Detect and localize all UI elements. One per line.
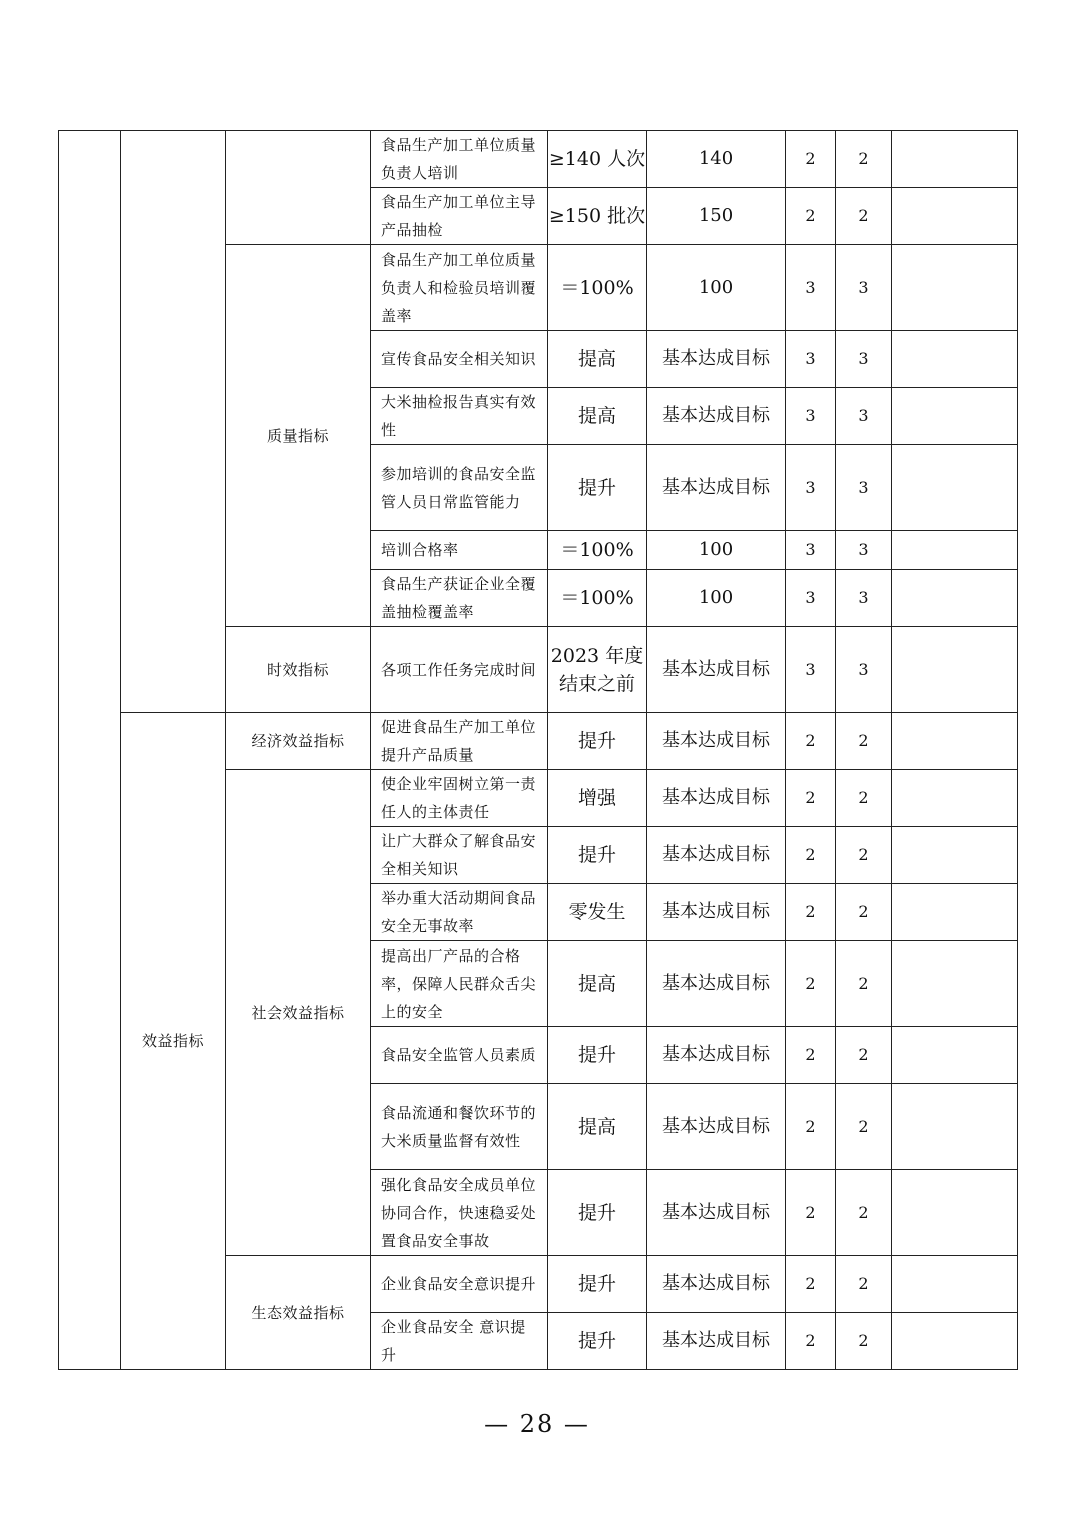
- subcategory-economic: 经济效益指标: [226, 713, 371, 770]
- indicator-weight: 3: [786, 627, 836, 713]
- indicator-actual: 基本达成目标: [647, 713, 786, 770]
- indicator-score: 2: [836, 713, 892, 770]
- indicator-score: 3: [836, 445, 892, 531]
- indicator-weight: 2: [786, 1084, 836, 1170]
- subcategory-quality: 质量指标: [226, 245, 371, 627]
- indicator-note: [892, 188, 1018, 245]
- subcategory-ecological: 生态效益指标: [226, 1256, 371, 1370]
- indicator-note: [892, 770, 1018, 827]
- indicator-weight: 2: [786, 941, 836, 1027]
- indicator-weight: 2: [786, 188, 836, 245]
- indicator-target: ≥140 人次: [548, 131, 647, 188]
- indicator-score: 3: [836, 331, 892, 388]
- indicator-note: [892, 941, 1018, 1027]
- category-effect: 效益指标: [121, 713, 226, 1370]
- indicator-score: 2: [836, 1170, 892, 1256]
- subcategory-social: 社会效益指标: [226, 770, 371, 1256]
- indicator-name: 食品生产加工单位质量负责人培训: [371, 131, 548, 188]
- indicator-score: 3: [836, 627, 892, 713]
- indicator-target: 2023 年度结束之前: [548, 627, 647, 713]
- indicator-target: 提升: [548, 445, 647, 531]
- indicator-actual: 基本达成目标: [647, 1170, 786, 1256]
- indicator-score: 2: [836, 884, 892, 941]
- indicator-note: [892, 131, 1018, 188]
- indicator-name: 食品流通和餐饮环节的大米质量监督有效性: [371, 1084, 548, 1170]
- indicator-score: 2: [836, 1256, 892, 1313]
- page-number: — 28 —: [484, 1410, 590, 1438]
- indicator-target: 增强: [548, 770, 647, 827]
- indicator-note: [892, 570, 1018, 627]
- indicator-note: [892, 827, 1018, 884]
- indicator-name: 促进食品生产加工单位提升产品质量: [371, 713, 548, 770]
- level1-cell: [59, 131, 121, 1370]
- indicator-actual: 基本达成目标: [647, 388, 786, 445]
- indicator-weight: 3: [786, 531, 836, 570]
- indicator-target: 提升: [548, 1170, 647, 1256]
- indicator-weight: 2: [786, 131, 836, 188]
- indicator-target: 提高: [548, 941, 647, 1027]
- indicator-actual: 150: [647, 188, 786, 245]
- indicator-score: 2: [836, 1027, 892, 1084]
- indicator-actual: 100: [647, 245, 786, 331]
- indicator-score: 2: [836, 131, 892, 188]
- level2-cell: [121, 131, 226, 713]
- indicator-name: 企业食品安全意识提升: [371, 1256, 548, 1313]
- indicator-actual: 基本达成目标: [647, 1256, 786, 1313]
- level3-cell: [226, 131, 371, 245]
- indicator-note: [892, 331, 1018, 388]
- indicator-note: [892, 1170, 1018, 1256]
- indicator-target: 提高: [548, 388, 647, 445]
- indicator-score: 2: [836, 827, 892, 884]
- indicator-weight: 3: [786, 245, 836, 331]
- indicator-name: 食品安全监管人员素质: [371, 1027, 548, 1084]
- indicator-note: [892, 445, 1018, 531]
- indicator-actual: 基本达成目标: [647, 1084, 786, 1170]
- indicator-target: 提升: [548, 827, 647, 884]
- indicator-score: 2: [836, 1084, 892, 1170]
- indicator-target: 提升: [548, 1027, 647, 1084]
- indicator-note: [892, 1084, 1018, 1170]
- indicator-actual: 基本达成目标: [647, 1313, 786, 1370]
- indicator-note: [892, 388, 1018, 445]
- indicator-target: ＝100%: [548, 531, 647, 570]
- indicator-actual: 基本达成目标: [647, 1027, 786, 1084]
- indicator-weight: 2: [786, 1256, 836, 1313]
- indicator-note: [892, 884, 1018, 941]
- indicator-weight: 2: [786, 1170, 836, 1256]
- indicator-weight: 2: [786, 827, 836, 884]
- indicator-note: [892, 245, 1018, 331]
- indicator-actual: 基本达成目标: [647, 331, 786, 388]
- indicator-name: 宣传食品安全相关知识: [371, 331, 548, 388]
- indicator-target: 提高: [548, 1084, 647, 1170]
- indicator-note: [892, 1256, 1018, 1313]
- indicator-score: 3: [836, 245, 892, 331]
- indicator-note: [892, 627, 1018, 713]
- indicator-weight: 2: [786, 1027, 836, 1084]
- indicator-note: [892, 531, 1018, 570]
- indicator-name: 企业食品安全 意识提升: [371, 1313, 548, 1370]
- indicator-target: 提升: [548, 713, 647, 770]
- indicator-target: 提高: [548, 331, 647, 388]
- indicator-actual: 基本达成目标: [647, 770, 786, 827]
- indicator-actual: 100: [647, 531, 786, 570]
- indicator-weight: 3: [786, 570, 836, 627]
- indicator-score: 3: [836, 388, 892, 445]
- indicator-score: 2: [836, 770, 892, 827]
- indicator-name: 食品生产加工单位主导产品抽检: [371, 188, 548, 245]
- indicator-score: 2: [836, 188, 892, 245]
- indicator-score: 3: [836, 531, 892, 570]
- indicator-actual: 基本达成目标: [647, 445, 786, 531]
- table-row: [59, 131, 1018, 188]
- indicator-score: 2: [836, 1313, 892, 1370]
- indicator-name: 各项工作任务完成时间: [371, 627, 548, 713]
- indicator-note: [892, 1027, 1018, 1084]
- indicator-name: 让广大群众了解食品安全相关知识: [371, 827, 548, 884]
- indicator-name: 食品生产加工单位质量负责人和检验员培训覆盖率: [371, 245, 548, 331]
- indicator-weight: 2: [786, 770, 836, 827]
- indicator-score: 3: [836, 570, 892, 627]
- indicator-actual: 140: [647, 131, 786, 188]
- indicator-weight: 2: [786, 1313, 836, 1370]
- indicator-name: 提高出厂产品的合格率，保障人民群众舌尖上的安全: [371, 941, 548, 1027]
- indicator-actual: 基本达成目标: [647, 884, 786, 941]
- indicator-note: [892, 713, 1018, 770]
- indicator-weight: 2: [786, 713, 836, 770]
- subcategory-timeliness: 时效指标: [226, 627, 371, 713]
- indicator-name: 强化食品安全成员单位协同合作，快速稳妥处置食品安全事故: [371, 1170, 548, 1256]
- indicator-weight: 3: [786, 445, 836, 531]
- indicator-target: ＝100%: [548, 570, 647, 627]
- indicator-target: ≥150 批次: [548, 188, 647, 245]
- indicator-name: 食品生产获证企业全覆盖抽检覆盖率: [371, 570, 548, 627]
- performance-indicator-table: [58, 130, 1018, 1370]
- indicator-name: 培训合格率: [371, 531, 548, 570]
- indicator-actual: 基本达成目标: [647, 941, 786, 1027]
- indicator-name: 使企业牢固树立第一责任人的主体责任: [371, 770, 548, 827]
- indicator-weight: 2: [786, 884, 836, 941]
- indicator-weight: 3: [786, 331, 836, 388]
- indicator-target: 提升: [548, 1256, 647, 1313]
- indicator-target: ＝100%: [548, 245, 647, 331]
- indicator-name: 参加培训的食品安全监管人员日常监管能力: [371, 445, 548, 531]
- indicator-target: 零发生: [548, 884, 647, 941]
- indicator-name: 大米抽检报告真实有效性: [371, 388, 548, 445]
- indicator-score: 2: [836, 941, 892, 1027]
- indicator-actual: 基本达成目标: [647, 827, 786, 884]
- indicator-actual: 100: [647, 570, 786, 627]
- indicator-note: [892, 1313, 1018, 1370]
- indicator-weight: 3: [786, 388, 836, 445]
- indicator-target: 提升: [548, 1313, 647, 1370]
- indicator-actual: 基本达成目标: [647, 627, 786, 713]
- indicator-name: 举办重大活动期间食品安全无事故率: [371, 884, 548, 941]
- table-row: [59, 713, 1018, 770]
